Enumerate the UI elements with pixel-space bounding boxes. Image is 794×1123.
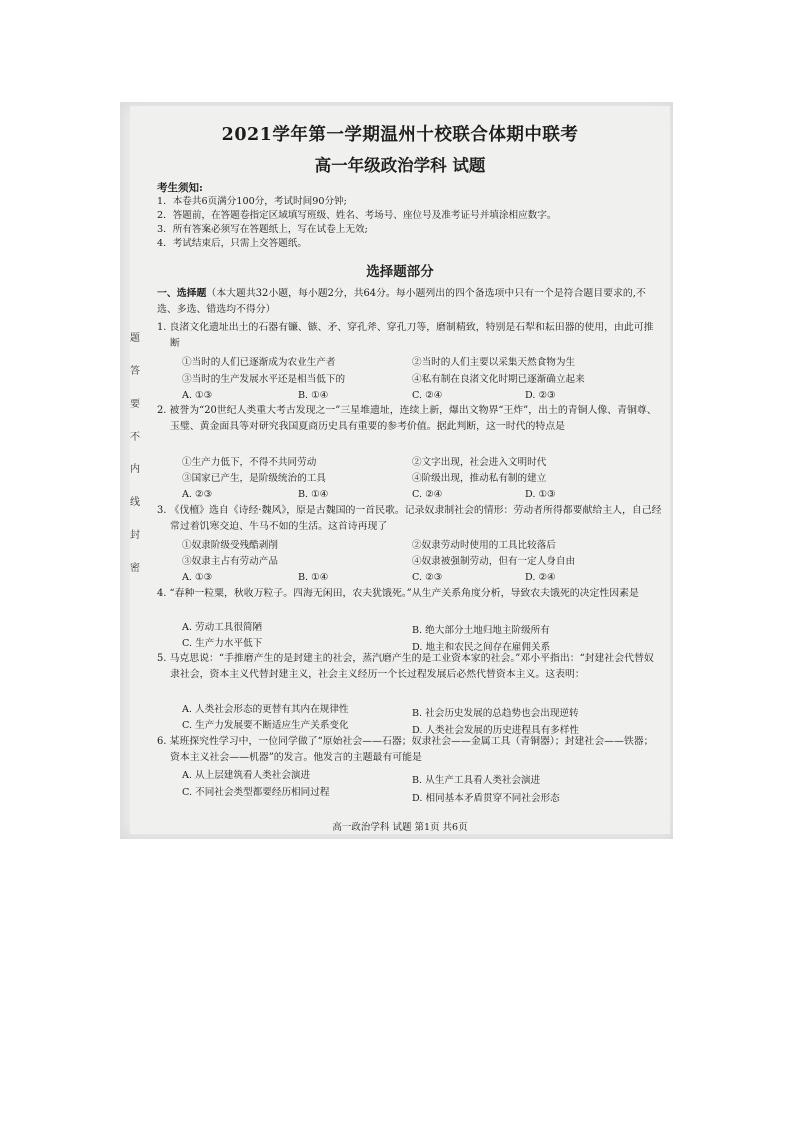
choice: B. 社会历史发展的总趋势也会出现逆转 xyxy=(412,708,579,719)
choice: D. ①③ xyxy=(525,489,556,500)
statement: ①生产力低下，不得不共同劳动 xyxy=(182,457,317,468)
question-stem: 1. 良渚文化遗址出土的石器有镰、镞、矛、穿孔斧、穿孔刀等，磨制精致，特别是石犁和耘田器的使用，由此可推断 xyxy=(157,322,654,350)
seal-char: 题 xyxy=(130,333,140,344)
choice: A. ②③ xyxy=(182,489,213,500)
choice: A. 人类社会形态的更替有其内在规律性 xyxy=(182,704,349,715)
question-stem: 4. “春种一粒粟，秋收万粒子。四海无闲田，农夫犹饿死。”从生产关系角度分析，导致农夫饿死的决定性因素是 xyxy=(157,588,639,599)
seal-char: 要 xyxy=(130,398,140,410)
question-stem: 6. 某班探究性学习中，一位同学做了“原始社会——石器；奴隶社会——金属工具（青铜器）；封建社会——铁器；资本主义社会——机器”的发言。他发言的主题最有可能是 xyxy=(157,736,654,764)
section-intro-text: （本大题共32小题，每小题2分，共64分。每小题列出的四个备选项中只有一个是符合题目要求的,不选、多选、错选均不得分） xyxy=(157,288,646,316)
choice: D. ②③ xyxy=(525,390,556,401)
page-footer: 高一政治学科 试题 第1页 共6页 xyxy=(332,822,468,833)
exam-subtitle: 高一年级政治学科 试题 xyxy=(314,156,486,175)
choice: D. 地主和农民之间存在雇佣关系 xyxy=(412,642,551,653)
choice: B. ①④ xyxy=(298,572,329,583)
note-item: 1．本卷共6页满分100分，考试时间90分钟; xyxy=(157,196,347,207)
statement: ④私有制在良渚文化时期已逐渐确立起来 xyxy=(412,374,585,385)
choice: C. 生产力水平低下 xyxy=(182,638,263,649)
choice: C. ②③ xyxy=(412,572,443,583)
choice: A. 劳动工具很简陋 xyxy=(182,622,263,633)
choice: C. ②④ xyxy=(412,489,443,500)
seal-char: 封 xyxy=(130,530,140,542)
seal-char: 线 xyxy=(130,497,140,509)
note-item: 4．考试结束后，只需上交答题纸。 xyxy=(157,238,308,249)
choice: B. 从生产工具看人类社会演进 xyxy=(412,775,541,786)
statement: ④阶级出现，推动私有制的建立 xyxy=(412,473,547,484)
choice: D. ②④ xyxy=(525,572,556,583)
statement: ②文字出现，社会进入文明时代 xyxy=(412,457,547,468)
choice: C. 生产力发展要不断适应生产关系变化 xyxy=(182,720,349,731)
statement: ①奴隶阶级受残酷剥削 xyxy=(182,540,278,551)
choice: B. ①④ xyxy=(298,489,329,500)
seal-char: 答 xyxy=(130,365,140,377)
seal-line xyxy=(128,334,142,574)
notes-heading: 考生须知: xyxy=(157,182,203,194)
choice: A. 从上层建筑看人类社会演进 xyxy=(182,770,311,781)
exam-paper xyxy=(130,106,670,834)
section-intro-lead: 一、选择题 xyxy=(157,288,207,299)
question-stem: 5. 马克思说：“手推磨产生的是封建主的社会，蒸汽磨产生的是工业资本家的社会。”邓小平指出：“封建社会代替奴隶社会，资本主义代替封建主义，社会主义经历一个长过程发展后必然代替资本主义。这表明： xyxy=(157,653,654,681)
statement: ③当时的生产发展水平还是相当低下的 xyxy=(182,374,346,385)
statement: ②奴隶劳动时使用的工具比较落后 xyxy=(412,540,556,551)
photo-frame xyxy=(120,102,673,839)
choice: A. ①③ xyxy=(182,572,213,583)
statement: ①当时的人们已逐渐成为农业生产者 xyxy=(182,357,336,368)
choice: D. 相同基本矛盾贯穿不同社会形态 xyxy=(412,793,560,804)
choice: B. ①④ xyxy=(298,390,329,401)
choice: C. 不同社会类型都要经历相同过程 xyxy=(182,787,330,798)
exam-title: 2021学年第一学期温州十校联合体期中联考 xyxy=(221,125,579,145)
note-item: 3．所有答案必须写在答题纸上，写在试卷上无效; xyxy=(157,224,368,235)
choice: A. ①③ xyxy=(182,390,213,401)
choice: B. 绝大部分土地归地主阶级所有 xyxy=(412,625,550,636)
statement: ④奴隶被强制劳动，但有一定人身自由 xyxy=(412,556,576,567)
seal-char: 内 xyxy=(130,464,140,476)
question-stem: 3. 《伐檀》选自《诗经·魏风》，原是古魏国的一首民歌。记录奴隶制社会的情形：劳动者所得都要献给主人，自己经常过着饥寒交迫、牛马不如的生活。这首诗再现了 xyxy=(157,505,662,533)
statement: ③奴隶主占有劳动产品 xyxy=(182,556,278,567)
seal-char: 密 xyxy=(130,562,140,574)
question-stem: 2. 被誉为“20世纪人类重大考古发现之一”三星堆遗址，连续上新，爆出文物界“王炸”，出土的青铜人像、青铜尊、玉璧、黄金面具等对研究我国夏商历史具有重要的参考价值。据此判断，这一时代的特点是 xyxy=(157,405,657,433)
statement: ②当时的人们主要以采集天然食物为生 xyxy=(412,357,576,368)
choice: D. 人类社会发展的历史进程具有多样性 xyxy=(412,725,579,736)
seal-char: 不 xyxy=(130,431,140,443)
note-item: 2．答题前，在答题卷指定区域填写班级、姓名、考场号、座位号及准考证号并填涂相应数字。 xyxy=(157,210,557,221)
statement: ③国家已产生，是阶级统治的工具 xyxy=(182,473,326,484)
section-title: 选择题部分 xyxy=(366,264,434,280)
choice: C. ②④ xyxy=(412,390,443,401)
section-intro xyxy=(157,286,649,319)
